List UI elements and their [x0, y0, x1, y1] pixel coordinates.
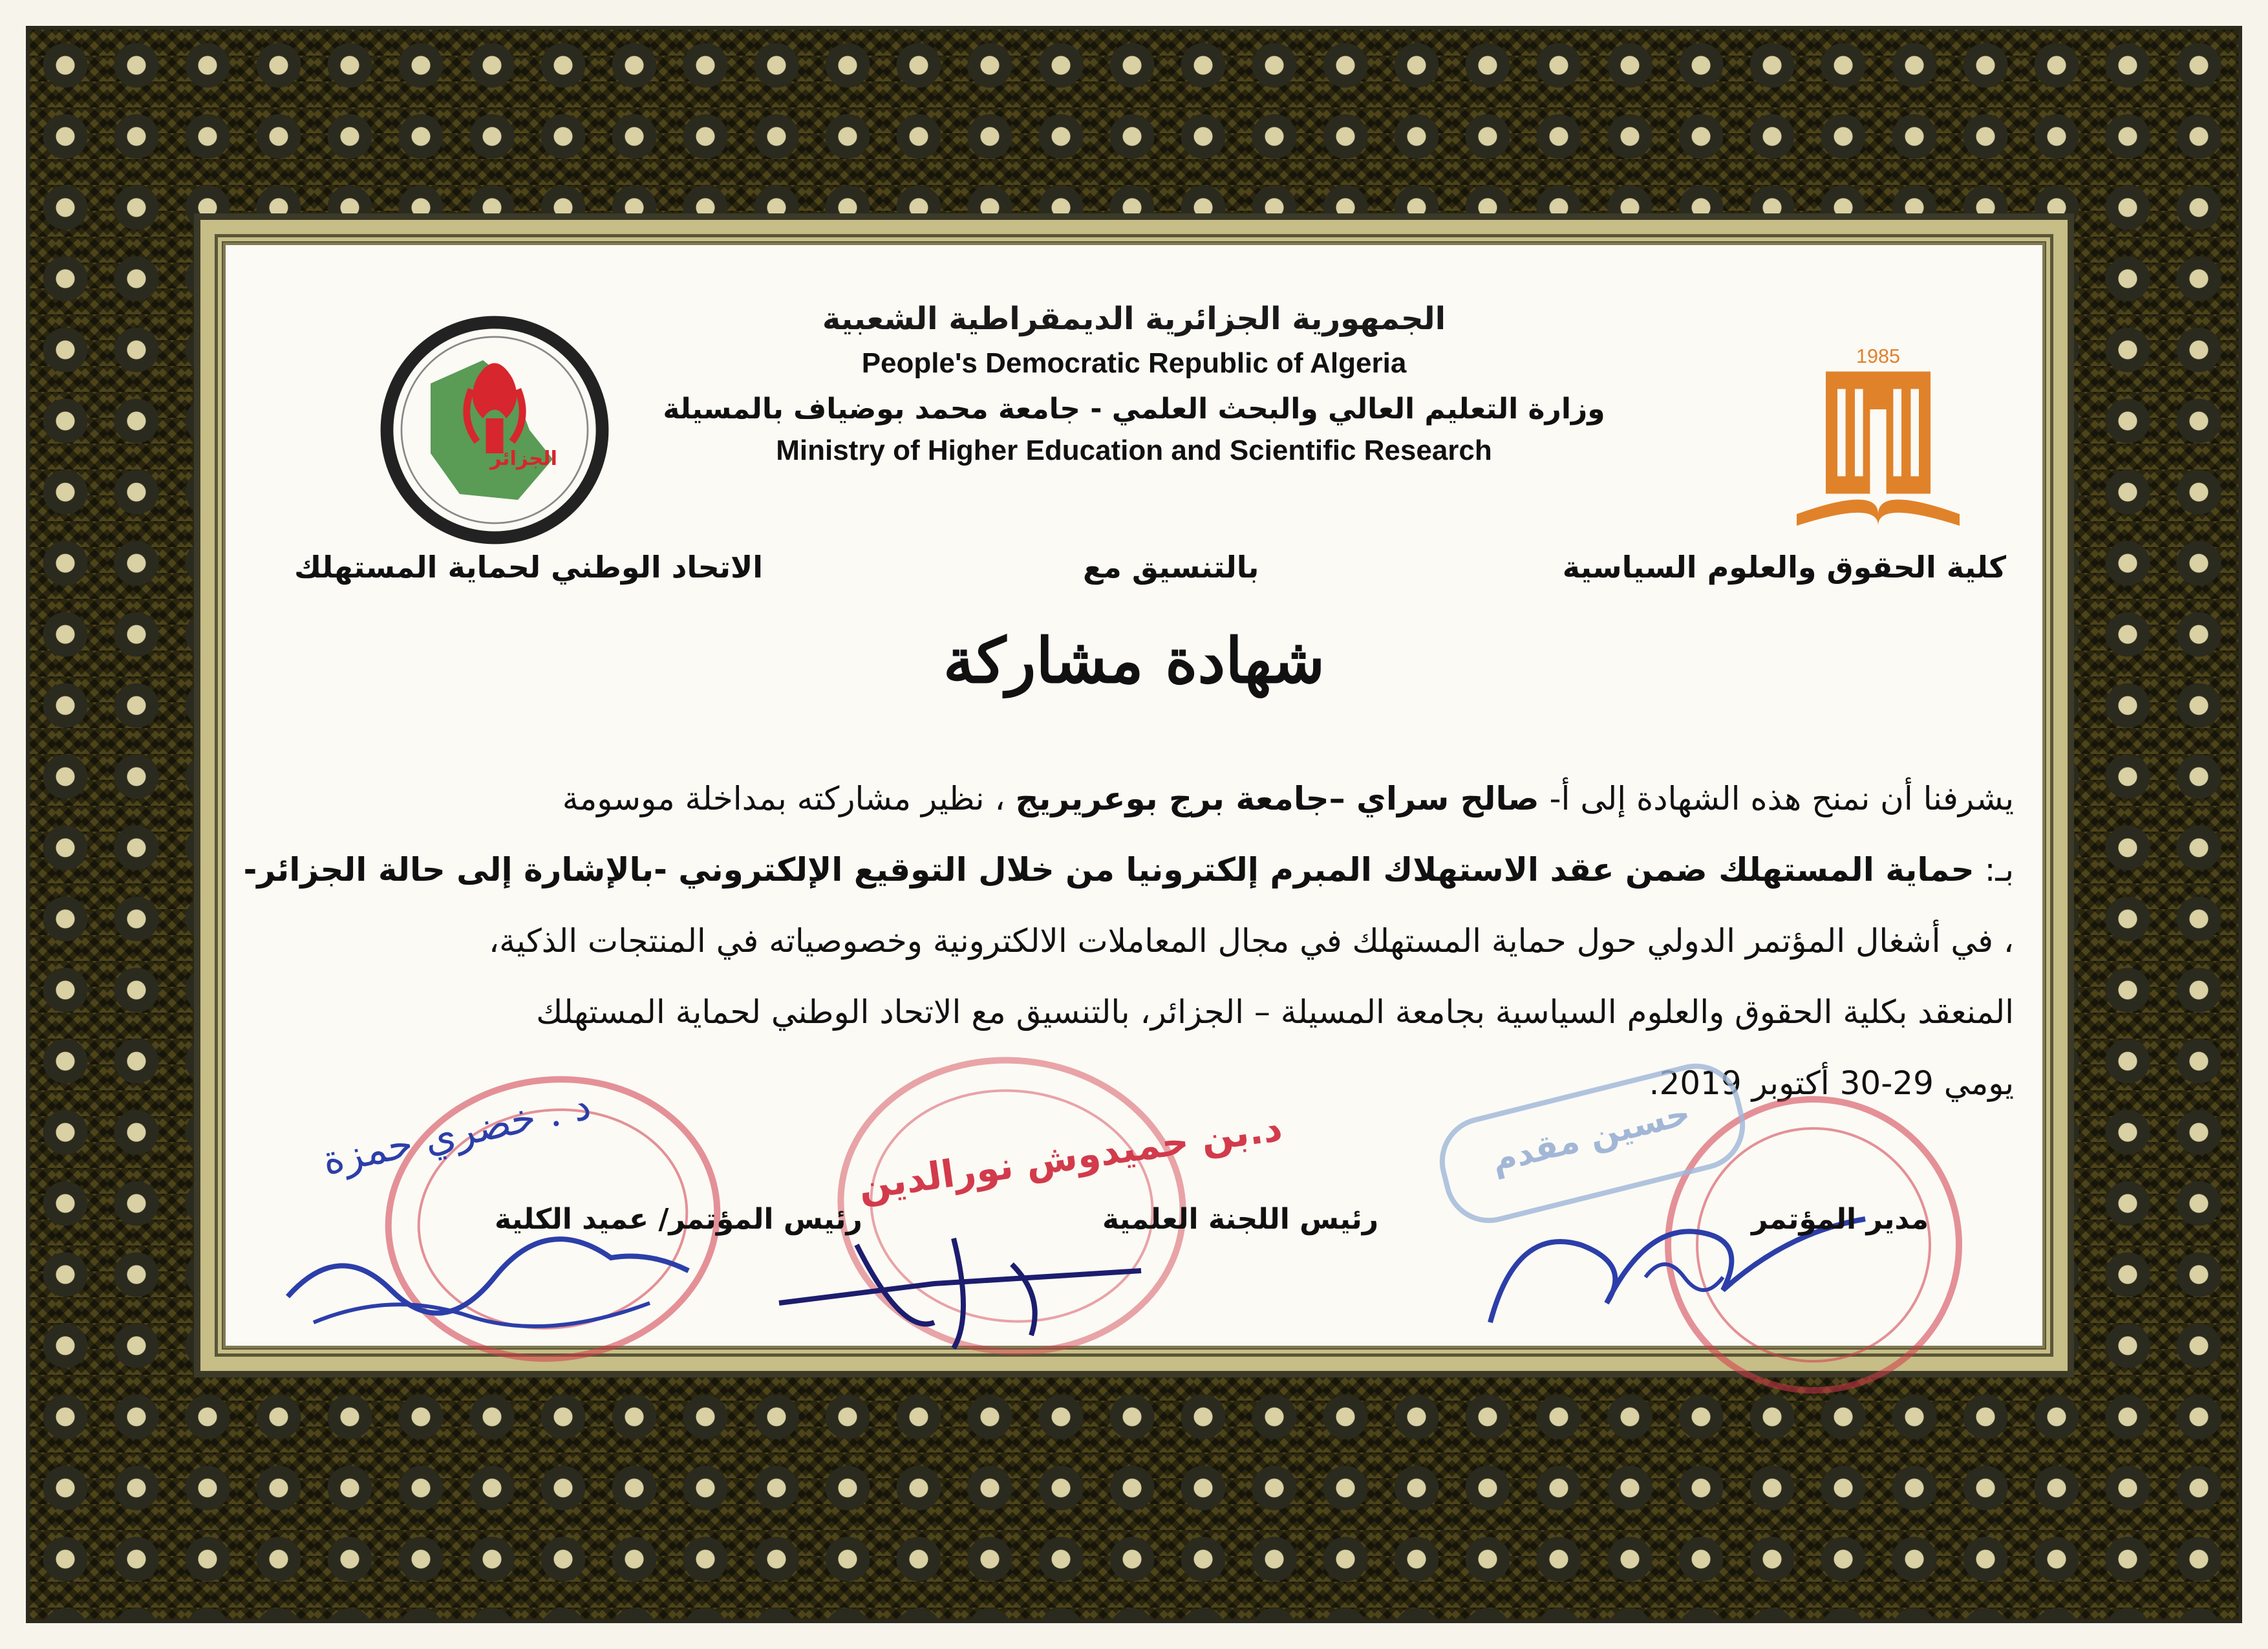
director-label: مدير المؤتمر: [1751, 1203, 1929, 1236]
president-dean-label: رئيس المؤتمر/ عميد الكلية: [495, 1203, 862, 1236]
faculty-name: كلية الحقوق والعلوم السياسية: [1562, 550, 2006, 585]
body-line-3: ، في أشغال المؤتمر الدولي حول حماية المستهلك في مجال المعاملات الالكترونية وخصوصياته في المنتجات الذكية،: [488, 922, 2014, 960]
participant-name: صالح سراي –جامعة برج بوعريريج: [1015, 780, 1539, 817]
committee-head-name: د.بن حميدوش نورالدين: [855, 1105, 1285, 1209]
coordination-text: بالتنسيق مع: [1083, 550, 1259, 585]
body-line-1-b: ، نظير مشاركته بمداخلة موسومة: [562, 780, 1016, 817]
republic-arabic: الجمهورية الجزائرية الديمقراطية الشعبية: [822, 301, 1446, 337]
paper-topic: حماية المستهلك ضمن عقد الاستهلاك المبرم إلكترونيا من خلال التوقيع الإلكتروني -بالإشارة إلى حالة الجزائر-: [243, 851, 1974, 889]
republic-english: People's Democratic Republic of Algeria: [861, 347, 1407, 379]
dean-name: د . خضري حمزة: [318, 1081, 595, 1185]
director-signature: [1451, 1141, 1904, 1348]
union-name: الاتحاد الوطني لحماية المستهلك: [294, 550, 764, 585]
certificate-title: شهادة مشاركة: [943, 624, 1325, 697]
body-line-1-a: يشرفنا أن نمنح هذه الشهادة إلى أ-: [1539, 780, 2014, 817]
svg-text:الجزائر: الجزائر: [489, 447, 558, 470]
body-line-2-a: بـ:: [1974, 851, 2014, 889]
committee-head-label: رئيس اللجنة العلمية: [1102, 1203, 1379, 1236]
dean-signature: [262, 1161, 714, 1355]
certificate-content: [223, 242, 2045, 1348]
ministry-arabic: وزارة التعليم العالي والبحث العلمي - جامعة محمد بوضياف بالمسيلة: [663, 393, 1605, 426]
body-line-1: [255, 782, 2014, 815]
body-line-2: [243, 851, 2014, 889]
body-line-4: المنعقد بكلية الحقوق والعلوم السياسية بجامعة المسيلة – الجزائر، بالتنسيق مع الاتحاد الوطني لحماية المستهلك: [536, 993, 2014, 1031]
ministry-english: Ministry of Higher Education and Scientific Research: [776, 435, 1492, 466]
logo-year-text: 1985: [1856, 345, 1901, 367]
committee-signature: [740, 1167, 1193, 1361]
header: [223, 301, 2045, 467]
director-name-text: حسين مقدم: [1487, 1094, 1695, 1181]
body-line-5: يومي 29-30 أكتوبر 2019.: [1649, 1064, 2014, 1102]
